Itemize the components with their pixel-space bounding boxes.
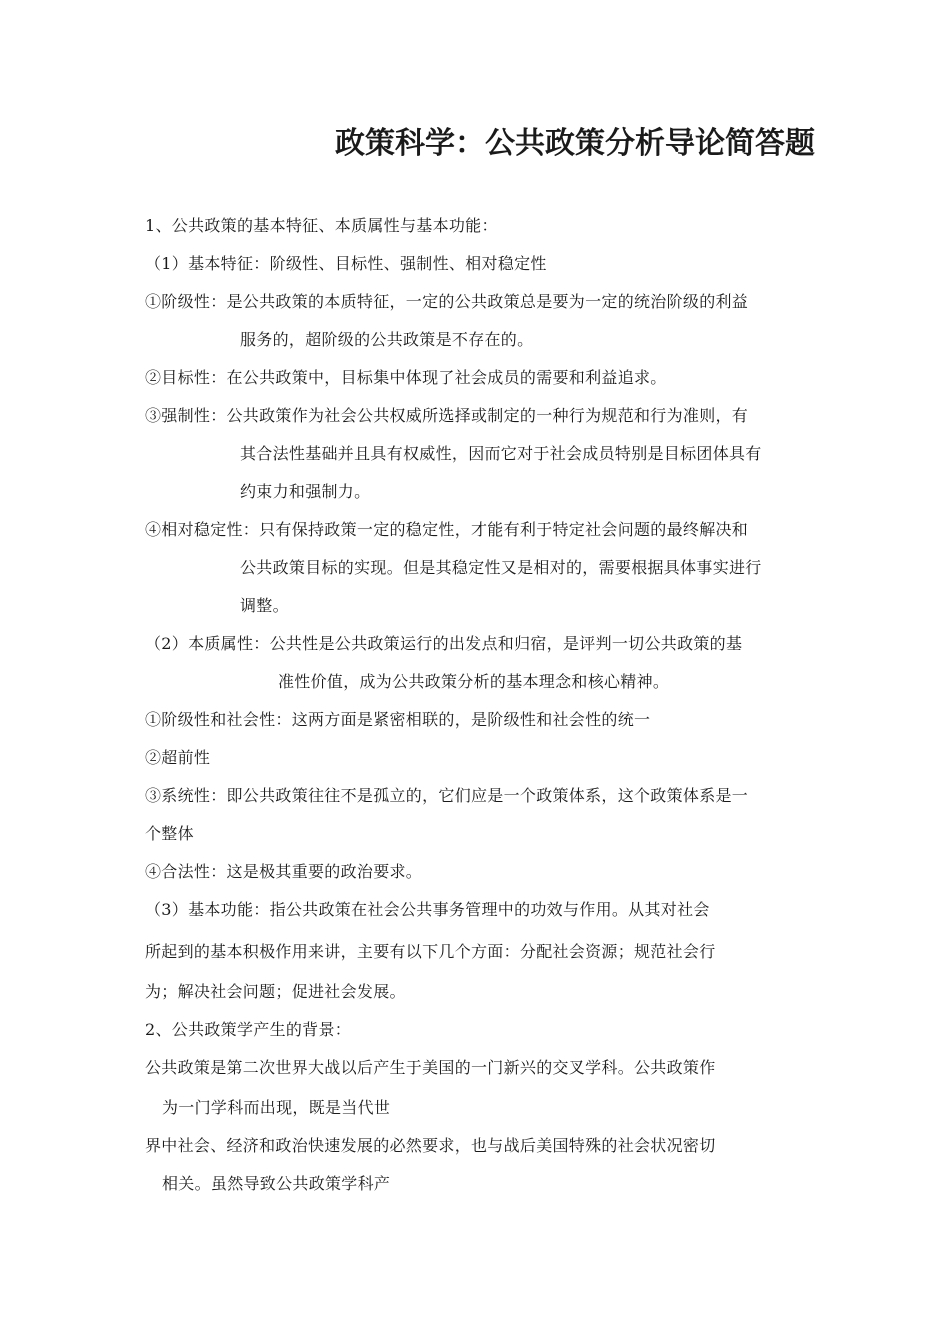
subsection-2-heading: （2）本质属性：公共性是公共政策运行的出发点和归宿，是评判一切公共政策的基 [145,634,743,653]
subsection-3-heading: （3）基本功能：指公共政策在社会公共事务管理中的功效与作用。从其对社会 [145,900,710,919]
paragraph-line: ①阶级性：是公共政策的本质特征，一定的公共政策总是要为一定的统治阶级的利益 [145,292,749,311]
paragraph-line: 公共政策是第二次世界大战以后产生于美国的一门新兴的交叉学科。公共政策作 [145,1058,716,1077]
paragraph-line: 所起到的基本积极作用来讲，主要有以下几个方面：分配社会资源；规范社会行 [145,942,716,961]
paragraph-line: 服务的，超阶级的公共政策是不存在的。 [240,330,534,349]
paragraph-line: 个整体 [145,824,194,843]
paragraph-line: 约束力和强制力。 [240,482,371,501]
paragraph-line: 公共政策目标的实现。但是其稳定性又是相对的，需要根据具体事实进行 [240,558,762,577]
paragraph-line: 界中社会、经济和政治快速发展的必然要求，也与战后美国特殊的社会状况密切 [145,1136,716,1155]
paragraph-line: 调整。 [240,596,289,615]
paragraph-line: ①阶级性和社会性：这两方面是紧密相联的，是阶级性和社会性的统一 [145,710,651,729]
section-2-heading: 2、公共政策学产生的背景： [145,1020,352,1039]
paragraph-line: ③系统性：即公共政策往往不是孤立的，它们应是一个政策体系，这个政策体系是一 [145,786,749,805]
paragraph-line: 相关。虽然导致公共政策学科产 [162,1174,391,1193]
paragraph-line: ④合法性：这是极其重要的政治要求。 [145,862,423,881]
subsection-1-heading: （1）基本特征：阶级性、目标性、强制性、相对稳定性 [145,254,547,273]
paragraph-line: 为一门学科而出现，既是当代世 [162,1098,391,1117]
paragraph-line: ③强制性：公共政策作为社会公共权威所选择或制定的一种行为规范和行为准则，有 [145,406,749,425]
paragraph-line: 准性价值，成为公共政策分析的基本理念和核心精神。 [278,672,670,691]
paragraph-line: 其合法性基础并且具有权威性，因而它对于社会成员特别是目标团体具有 [240,444,762,463]
paragraph-line: 为；解决社会问题；促进社会发展。 [145,982,406,1001]
page-title: 政策科学：公共政策分析导论简答题 [335,126,815,161]
paragraph-line: ②超前性 [145,748,211,767]
paragraph-line: ④相对稳定性：只有保持政策一定的稳定性，才能有利于特定社会问题的最终解决和 [145,520,749,539]
section-1-heading: 1、公共政策的基本特征、本质属性与基本功能： [145,216,498,235]
paragraph-line: ②目标性：在公共政策中，目标集中体现了社会成员的需要和利益追求。 [145,368,667,387]
